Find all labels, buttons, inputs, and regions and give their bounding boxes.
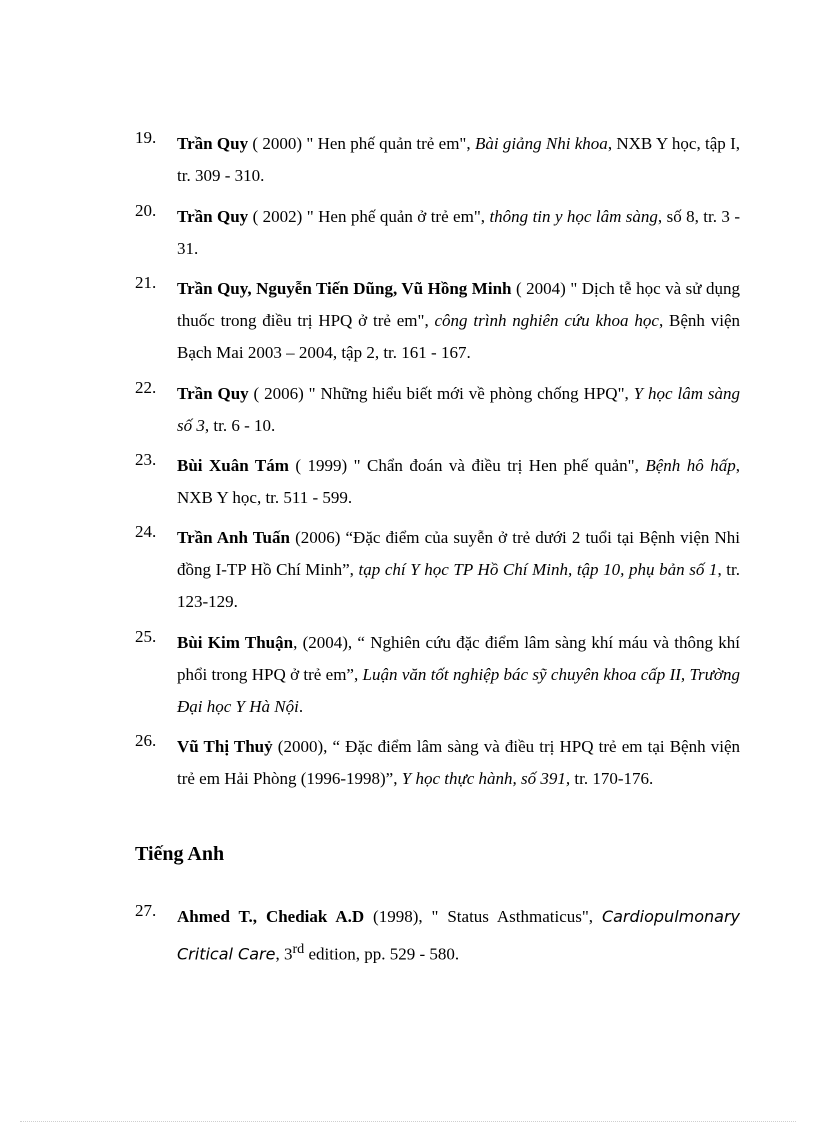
reference-pages: , NXB Y học, tr. 511 - 599. — [177, 456, 740, 507]
reference-pages: edition, pp. 529 - 580. — [304, 944, 460, 964]
reference-detail: (1998), " Status Asthmaticus", — [364, 907, 602, 926]
reference-number: 23. — [135, 450, 157, 469]
reference-author: Vũ Thị Thuỷ — [177, 737, 273, 756]
reference-source: Luận văn tốt nghiệp bác sỹ chuyên khoa cấp II, Trường Đại học Y Hà Nội — [177, 665, 740, 716]
reference-detail: (2000), “ Đặc điểm lâm sàng và điều trị HPQ trẻ em tại Bệnh viện trẻ em Hải Phòng (1996-1998)”, — [177, 737, 741, 788]
reference-author: Trần Quy — [177, 384, 249, 403]
reference-author: Trần Quy — [177, 207, 249, 226]
reference-text — [177, 731, 740, 795]
reference-text — [177, 627, 740, 723]
reference-author: Trần Quy — [177, 134, 249, 153]
reference-pages: tr. 170-176. — [570, 769, 654, 788]
reference-edition: , 3 — [275, 944, 293, 964]
reference-item — [135, 128, 740, 192]
reference-detail: , (2004), “ Nghiên cứu đặc điểm lâm sàng khí máu và thông khí phổi trong HPQ ở trẻ em”, — [177, 633, 740, 684]
reference-number: 25. — [135, 627, 157, 646]
edition-superscript: rd — [292, 941, 305, 957]
reference-item — [135, 901, 740, 971]
reference-source: tạp chí Y học TP Hồ Chí Minh, tập 10, phụ bản số 1 — [358, 560, 718, 579]
reference-text — [177, 901, 740, 971]
reference-pages: , tr. 123-129. — [177, 560, 740, 611]
reference-text — [177, 128, 740, 192]
reference-pages: , Bệnh viện Bạch Mai 2003 – 2004, tập 2, tr. 161 - 167. — [177, 311, 740, 362]
reference-item — [135, 201, 740, 265]
reference-source: Bệnh hô hấp — [645, 456, 736, 475]
reference-text — [177, 273, 740, 369]
reference-detail: ( 2006) " Những hiểu biết mới về phòng chống HPQ", — [248, 384, 634, 403]
reference-item — [135, 273, 740, 369]
reference-text — [177, 522, 740, 618]
reference-detail: ( 1999) " Chẩn đoán và điều trị Hen phế quản", — [288, 456, 646, 475]
reference-item — [135, 627, 740, 723]
reference-detail: (2006) “Đặc điểm của suyễn ở trẻ dưới 2 tuổi tại Bệnh viện Nhi đồng I-TP Hồ Chí Minh”, — [177, 528, 740, 579]
reference-source: Bài giảng Nhi khoa — [474, 134, 608, 153]
reference-item — [135, 450, 740, 514]
reference-detail: ( 2002) " Hen phế quản ở trẻ em", — [248, 207, 490, 226]
reference-pages: , số 8, tr. 3 - 31. — [177, 207, 740, 258]
reference-number: 20. — [135, 201, 157, 220]
reference-pages: . — [298, 697, 304, 716]
reference-source: Y học thực hành, số 391, — [401, 769, 571, 788]
reference-item — [135, 731, 740, 795]
reference-author: Bùi Kim Thuận — [177, 633, 294, 652]
reference-text — [177, 450, 740, 514]
reference-detail: ( 2000) " Hen phế quản trẻ em", — [248, 134, 475, 153]
reference-author: Trần Anh Tuấn — [177, 528, 290, 547]
reference-number: 19. — [135, 128, 157, 147]
reference-number: 27. — [135, 901, 157, 920]
reference-author: Ahmed T., Chediak A.D — [177, 907, 365, 926]
reference-number: 21. — [135, 273, 157, 292]
reference-text — [177, 378, 740, 442]
reference-source: Cardiopulmonary Critical Care — [177, 907, 741, 964]
reference-item — [135, 522, 740, 618]
reference-pages: , NXB Y học, tập I, tr. 309 - 310. — [177, 134, 740, 185]
reference-source: thông tin y học lâm sàng — [489, 207, 658, 226]
reference-number: 24. — [135, 522, 157, 541]
reference-source: công trình nghiên cứu khoa học — [434, 311, 659, 330]
reference-number: 22. — [135, 378, 157, 397]
reference-author: Trần Quy, Nguyễn Tiến Dũng, Vũ Hồng Minh — [177, 279, 512, 298]
reference-number: 26. — [135, 731, 157, 750]
reference-detail: ( 2004) " Dịch tễ học và sử dụng thuốc trong điều trị HPQ ở trẻ em", — [177, 279, 740, 330]
section-heading: Tiếng Anh — [135, 843, 225, 865]
reference-source: Y học lâm sàng số 3 — [177, 384, 740, 435]
page-bottom-divider — [20, 1121, 796, 1122]
reference-pages: , tr. 6 - 10. — [204, 416, 276, 435]
reference-author: Bùi Xuân Tám — [177, 456, 289, 475]
reference-item — [135, 378, 740, 442]
reference-text — [177, 201, 740, 265]
